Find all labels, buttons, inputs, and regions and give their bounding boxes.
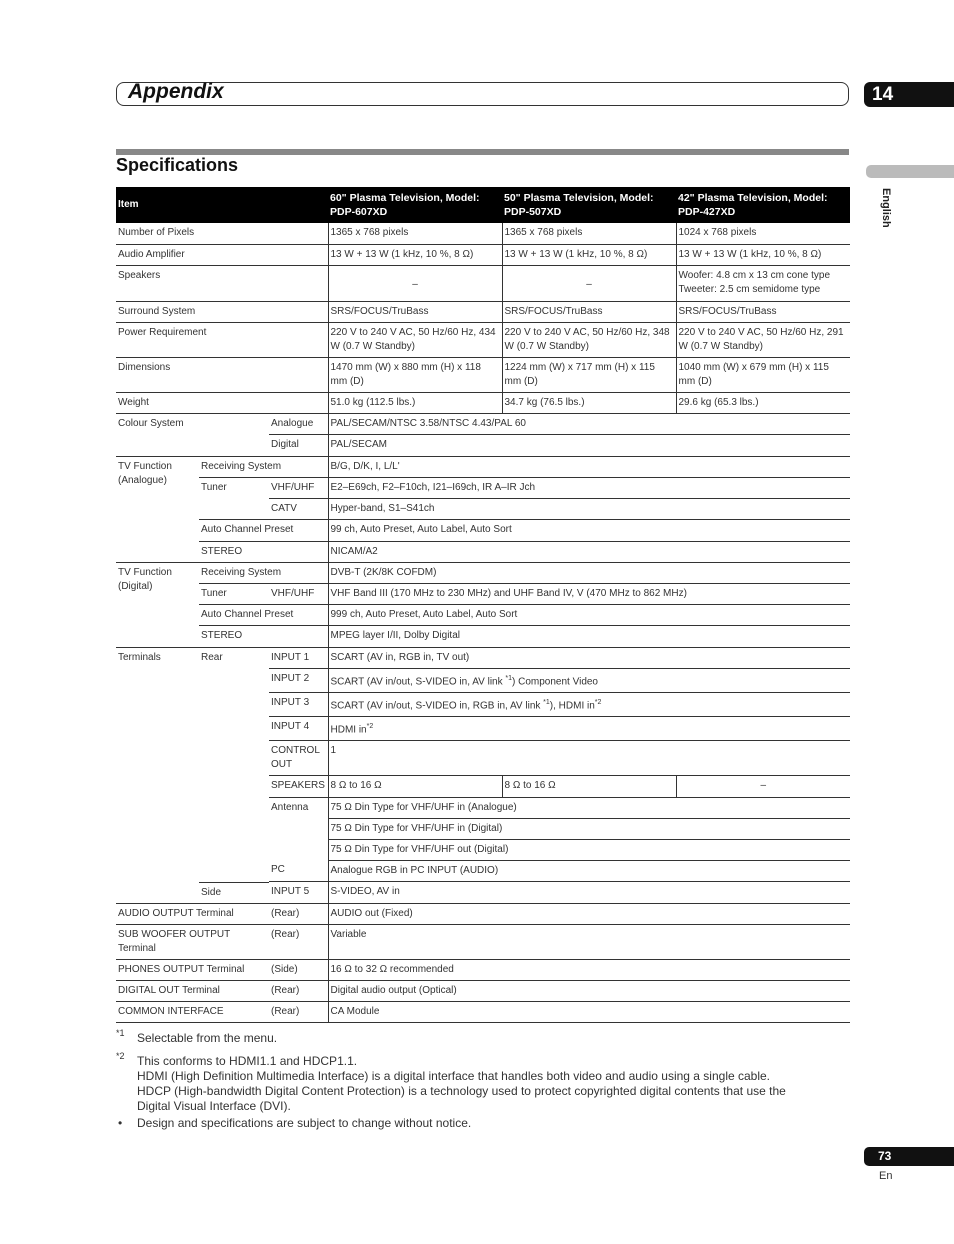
table-row: [116, 413, 850, 434]
sub-label: Antenna: [271, 801, 309, 813]
cell-value: 8 Ω to 16 Ω: [328, 775, 502, 797]
sub-label: INPUT 5: [269, 882, 328, 903]
speaker-woofer: Woofer: 4.8 cm x 13 cm cone type: [678, 269, 831, 281]
sub-label: INPUT 2: [269, 668, 328, 692]
table-row: [116, 456, 850, 477]
table-row: [116, 562, 850, 583]
sub-label: Auto Channel Preset: [199, 604, 328, 625]
sub-label: INPUT 3: [269, 692, 328, 716]
table-row: [116, 903, 850, 924]
row-label: Surround System: [116, 301, 328, 322]
footnote-line: This conforms to HDMI1.1 and HDCP1.1.: [137, 1054, 358, 1068]
page-title: Appendix: [128, 80, 224, 103]
language-tab: [866, 165, 954, 178]
table-row: [116, 882, 850, 903]
sub-label: VHF/UHF: [269, 583, 328, 604]
input2-text: ) Component Video: [512, 675, 598, 687]
cell-value: 220 V to 240 V AC, 50 Hz/60 Hz, 291 W (0.7 W Standby): [676, 322, 850, 357]
sub-label: Tuner: [199, 583, 269, 604]
cell-value: 16 Ω to 32 Ω recommended: [328, 959, 850, 980]
cell-value: 75 Ω Din Type for VHF/UHF in (Analogue): [328, 797, 850, 818]
footnote-ref: *1: [505, 674, 513, 682]
language-label: English: [880, 188, 892, 228]
row-label: Colour System: [116, 413, 269, 456]
label-line: Terminal: [118, 942, 156, 954]
cell-value: NICAM/A2: [328, 541, 850, 562]
cell-value: AUDIO out (Fixed): [328, 903, 850, 924]
table-row: [116, 322, 850, 357]
footnote-text: Selectable from the menu.: [137, 1031, 278, 1045]
cell-value: CA Module: [328, 1001, 850, 1022]
sub-label: (Rear): [269, 980, 328, 1001]
page-language: En: [879, 1170, 893, 1182]
cell-value: B/G, D/K, I, L/L': [328, 456, 850, 477]
cell-value: E2–E69ch, F2–F10ch, I21–I69ch, IR A–IR Jch: [328, 477, 850, 498]
row-label: PHONES OUTPUT Terminal: [116, 959, 269, 980]
cell-value: SCART (AV in, RGB in, TV out): [328, 647, 850, 668]
input3-text: SCART (AV in/out, S-VIDEO in, RGB in, AV link: [330, 699, 544, 711]
footnote-line: HDCP (High-bandwidth Digital Content Protection) is a technology used to protect copyrighted digital contents that use the: [137, 1084, 786, 1098]
cell-value: Variable: [328, 924, 850, 959]
cell-value: PAL/SECAM/NTSC 3.58/NTSC 4.43/PAL 60: [328, 413, 850, 434]
cell-value: 1024 x 768 pixels: [676, 223, 850, 244]
footnote-mark: *2: [116, 1051, 125, 1061]
input4-text: HDMI in: [330, 723, 367, 735]
cell-value: [328, 692, 850, 716]
footnote-mark: *1: [116, 1028, 125, 1038]
table-row: [116, 392, 850, 413]
row-label: [116, 562, 199, 647]
sub-label: Side: [199, 882, 269, 903]
row-label: Number of Pixels: [116, 223, 328, 244]
cell-value: 1470 mm (W) x 880 mm (H) x 118 mm (D): [328, 357, 502, 392]
input2-text: SCART (AV in/out, S-VIDEO in, AV link: [330, 675, 506, 687]
footnote-ref: *2: [366, 722, 374, 730]
table-row: [116, 301, 850, 322]
sub-label: (Rear): [269, 903, 328, 924]
sub-label: Receiving System: [199, 456, 328, 477]
table-row: [116, 357, 850, 392]
sub-label: CATV: [269, 498, 328, 519]
label-line: TV Function: [118, 566, 172, 578]
footnote-line: Digital Visual Interface (DVI).: [137, 1099, 291, 1113]
cell-value: 1040 mm (W) x 679 mm (H) x 115 mm (D): [676, 357, 850, 392]
sub-label: PC: [269, 860, 328, 881]
cell-value: MPEG layer I/II, Dolby Digital: [328, 625, 850, 647]
label-line: (Analogue): [118, 474, 167, 486]
chapter-number: 14: [872, 84, 894, 105]
footnote-ref: *2: [594, 698, 602, 706]
sub-label: (Side): [269, 959, 328, 980]
cell-value: 1: [328, 740, 850, 775]
table-row: [116, 980, 850, 1001]
table-row: [116, 477, 850, 498]
cell-value: 13 W + 13 W (1 kHz, 10 %, 8 Ω): [676, 244, 850, 265]
cell-value: Hyper-band, S1–S41ch: [328, 498, 850, 519]
row-label: Audio Amplifier: [116, 244, 328, 265]
table-row: [116, 625, 850, 647]
table-row: [116, 647, 850, 668]
cell-value: Digital audio output (Optical): [328, 980, 850, 1001]
cell-value: 51.0 kg (112.5 lbs.): [328, 392, 502, 413]
sub-label: STEREO: [199, 541, 328, 562]
table-row: [116, 924, 850, 959]
cell-value: [676, 265, 850, 301]
cell-value: 13 W + 13 W (1 kHz, 10 %, 8 Ω): [502, 244, 676, 265]
cell-value: Analogue RGB in PC INPUT (AUDIO): [328, 860, 850, 881]
row-label: COMMON INTERFACE: [116, 1001, 269, 1022]
cell-value: SRS/FOCUS/TruBass: [502, 301, 676, 322]
cell-value: VHF Band III (170 MHz to 230 MHz) and UHF Band IV, V (470 MHz to 862 MHz): [328, 583, 850, 604]
sub-label: (Rear): [269, 1001, 328, 1022]
specifications-table: [116, 187, 850, 1023]
sub-label: Auto Channel Preset: [199, 519, 328, 541]
header-frame: [116, 82, 849, 106]
table-row: [116, 244, 850, 265]
header-item: Item: [116, 187, 328, 223]
cell-value: 29.6 kg (65.3 lbs.): [676, 392, 850, 413]
cell-value: 220 V to 240 V AC, 50 Hz/60 Hz, 348 W (0.7 W Standby): [502, 322, 676, 357]
section-title: Specifications: [116, 155, 239, 175]
cell-value: [328, 716, 850, 740]
sub-label: (Rear): [269, 924, 328, 959]
table-row: [116, 265, 850, 301]
note-text: Design and specifications are subject to change without notice.: [137, 1116, 472, 1130]
row-label: Terminals: [116, 647, 199, 903]
row-label: DIGITAL OUT Terminal: [116, 980, 269, 1001]
cell-value: 220 V to 240 V AC, 50 Hz/60 Hz, 434 W (0.7 W Standby): [328, 322, 502, 357]
cell-value: SRS/FOCUS/TruBass: [328, 301, 502, 322]
header-model-60: 60" Plasma Television, Model: PDP-607XD: [328, 187, 502, 223]
sub-label: Rear: [199, 647, 269, 882]
label-line: (Digital): [118, 580, 153, 592]
sub-label: [269, 740, 328, 775]
sub-label: INPUT 4: [269, 716, 328, 740]
sub-label: Digital: [269, 434, 328, 456]
table-row: [116, 959, 850, 980]
cell-value: [328, 668, 850, 692]
row-label: Weight: [116, 392, 328, 413]
cell-value: 99 ch, Auto Preset, Auto Label, Auto Sort: [328, 519, 850, 541]
header-model-50: 50" Plasma Television, Model: PDP-507XD: [502, 187, 676, 223]
sub-label: INPUT 1: [269, 647, 328, 668]
cell-value: 1365 x 768 pixels: [502, 223, 676, 244]
cell-value: 13 W + 13 W (1 kHz, 10 %, 8 Ω): [328, 244, 502, 265]
sub-label: VHF/UHF: [269, 477, 328, 498]
cell-value: –: [502, 265, 676, 301]
footnote-ref: *1: [543, 698, 550, 706]
cell-value: 999 ch, Auto Preset, Auto Label, Auto Sort: [328, 604, 850, 625]
cell-value: S-VIDEO, AV in: [328, 882, 850, 903]
label-line: SUB WOOFER OUTPUT: [118, 928, 231, 940]
sub-label: Receiving System: [199, 562, 328, 583]
footnote-line: HDMI (High Definition Multimedia Interface) is a digital interface that handles both video and audio using a single cable.: [137, 1069, 771, 1083]
speaker-tweeter: Tweeter: 2.5 cm semidome type: [678, 283, 821, 295]
cell-value: 75 Ω Din Type for VHF/UHF in (Digital): [328, 818, 850, 839]
table-row: [116, 1001, 850, 1022]
label-line: TV Function: [118, 460, 172, 472]
cell-value: –: [328, 265, 502, 301]
row-label: [116, 456, 199, 562]
row-label: Power Requirement: [116, 322, 328, 357]
footnote-block: [137, 1054, 849, 1114]
cell-value: –: [676, 775, 850, 797]
table-row: [116, 604, 850, 625]
label-line: OUT: [271, 758, 293, 770]
cell-value: 1365 x 768 pixels: [328, 223, 502, 244]
table-row: [116, 519, 850, 541]
sub-label: SPEAKERS: [269, 775, 328, 797]
sub-label: Analogue: [269, 413, 328, 434]
label-line: CONTROL: [271, 744, 320, 756]
table-row: [116, 223, 850, 244]
row-label: AUDIO OUTPUT Terminal: [116, 903, 269, 924]
cell-value: 34.7 kg (76.5 lbs.): [502, 392, 676, 413]
cell-value: 8 Ω to 16 Ω: [502, 775, 676, 797]
table-row: [116, 583, 850, 604]
page-number: 73: [878, 1149, 892, 1163]
row-label: Speakers: [116, 265, 328, 301]
cell-value: 1224 mm (W) x 717 mm (H) x 115 mm (D): [502, 357, 676, 392]
sub-label: STEREO: [199, 625, 328, 647]
input3-text: ), HDMI in: [549, 699, 595, 711]
row-label: Dimensions: [116, 357, 328, 392]
table-row: [116, 541, 850, 562]
sub-label: Tuner: [199, 477, 269, 519]
cell-value: PAL/SECAM: [328, 434, 850, 456]
cell-value: 75 Ω Din Type for VHF/UHF out (Digital): [328, 839, 850, 860]
cell-value: SRS/FOCUS/TruBass: [676, 301, 850, 322]
cell-value: DVB-T (2K/8K COFDM): [328, 562, 850, 583]
header-model-42: 42" Plasma Television, Model: PDP-427XD: [676, 187, 850, 223]
table-header-row: [116, 187, 850, 223]
row-label: [116, 924, 269, 959]
bullet-icon: •: [118, 1116, 123, 1130]
